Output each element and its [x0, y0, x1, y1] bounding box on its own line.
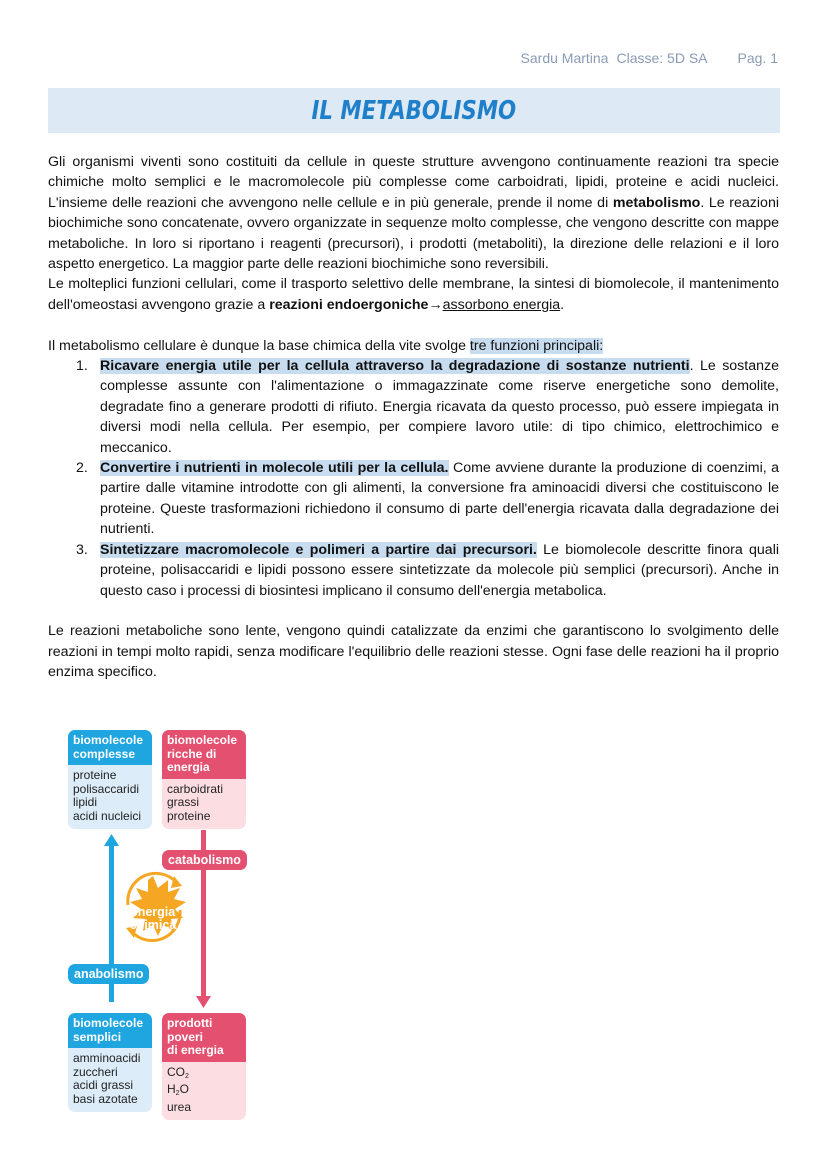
item: grassi: [167, 795, 200, 809]
item: carboidrati: [167, 781, 224, 796]
catabolism-label: catabolismo: [162, 850, 247, 870]
functions-list: [48, 356, 779, 601]
item: proteine: [73, 768, 117, 782]
item-title: Ricavare energia utile per la cellula attraverso la degradazione di sostanze nutrienti: [100, 358, 690, 375]
item: proteine: [167, 808, 211, 823]
formula-part: O: [179, 1082, 189, 1096]
box-header: [68, 730, 152, 765]
header-line: biomolecole: [73, 733, 144, 747]
metabolism-diagram: [68, 730, 248, 1112]
box-body: [162, 1062, 246, 1121]
list-item: [48, 458, 779, 540]
text: Il metabolismo cellulare è dunque la base chimica della vite svolge: [48, 337, 470, 354]
page-header-meta: [521, 50, 778, 66]
header-line: ricche di: [167, 746, 217, 761]
header-line: prodotti: [167, 1016, 213, 1030]
header-line: biomolecole: [167, 733, 238, 747]
box-header: [162, 1013, 246, 1062]
item: basi azotate: [73, 1091, 138, 1106]
document-body: [48, 152, 779, 683]
item: polisaccaridi: [73, 781, 140, 796]
header-line: semplici: [73, 1029, 122, 1044]
box-simple-biomolecules: [68, 1013, 152, 1112]
item: zuccheri: [73, 1064, 118, 1079]
text: Le molteplici funzioni cellulari, come il trasporto selettivo delle membrane, la sintesi di biomolecole, il mantenimento dell'omeostasi avvengono grazie a: [48, 276, 779, 313]
item-text: Come avviene durante la produzione di coenzimi, a partire dalle vitamine introdotte con gli alimenti, la conversione fra aminoacidi diversi che costituiscono le proteine. Queste trasformazioni richiedono il consumo di parte dell'energia ricavata dalla degradazione dei nutrienti.: [100, 460, 779, 538]
header-line: complesse: [73, 746, 136, 761]
box-header: [162, 730, 246, 779]
list-number: 3.: [76, 541, 88, 558]
item-co2: [167, 1066, 242, 1084]
header-line: di energia: [167, 1043, 224, 1057]
spacer: [48, 315, 779, 335]
item: acidi grassi: [73, 1078, 134, 1092]
energy-line: energia: [130, 905, 176, 919]
term-endoergoniche: reazioni endoergoniche: [269, 296, 429, 313]
header-line: poveri: [167, 1029, 204, 1044]
catabolism-arrow-head: [196, 996, 211, 1008]
spacer: [48, 601, 779, 621]
list-item: [48, 356, 779, 458]
subscript: 2: [185, 1072, 189, 1080]
box-header: [68, 1013, 152, 1048]
author-name: Sardu Martina: [520, 50, 609, 66]
box-complex-biomolecules: [68, 730, 152, 829]
list-number: 2.: [76, 460, 88, 477]
closing-paragraph: Le reazioni metaboliche sono lente, vengono quindi catalizzate da enzimi che garantiscono lo svolgimento delle reazioni in tempi molto rapidi, senza modificare l'equilibrio delle reazioni stesse. Ogni fase delle reazioni ha il proprio enzima specifico.: [48, 623, 779, 681]
box-body: [68, 765, 152, 829]
highlighted-phrase: tre funzioni principali:: [469, 337, 604, 354]
formula-part: CO: [167, 1064, 185, 1079]
box-body: [162, 779, 246, 830]
item: urea: [167, 1099, 192, 1114]
item: acidi nucleici: [73, 808, 142, 823]
item-text: Le biomolecole descritte finora quali proteine, polisaccaridi e lipidi possono essere sintetizzate da molecole più semplici (precursori). Anche in questo caso i processi di biosintesi implicano il consumo dell'energia metabolica.: [100, 541, 779, 599]
subscript: 2: [175, 1090, 180, 1097]
text: . Le reazioni biochimiche sono concatenate, ovvero organizzate in sequenze molto complesse, che vengono descritte con mappe metaboliche. In loro si riportano i reagenti (precursori), i prodotti (metaboliti), la direzione delle relazioni e il loro aspetto energetico. La maggior parte delle reazioni biochimiche sono reversibili.: [48, 194, 779, 273]
page-number: Pag. 1: [737, 50, 778, 66]
item-title: Sintetizzare macromolecole e polimeri a partire dai precursori.: [100, 541, 537, 558]
functions-intro: [48, 336, 779, 356]
item: lipidi: [73, 795, 98, 809]
text: Gli organismi viventi sono costituiti da cellule in queste strutture avvengono continuamente reazioni tra specie chimiche molto semplici e le macromolecole più complesse come carboidrati, lipidi, proteine e acidi nucleici. L'insieme delle reazioni che avvengono nelle cellule e in più generale, prende il nome di: [48, 154, 779, 211]
list-item: [48, 540, 779, 601]
box-low-energy-products: [162, 1013, 246, 1120]
term-metabolismo: metabolismo: [612, 194, 701, 211]
page-title: IL METABOLISMO: [311, 95, 517, 126]
box-body: [68, 1048, 152, 1112]
header-line: energia: [167, 760, 210, 774]
anabolism-arrow-head: [104, 834, 119, 846]
list-number: 1.: [76, 358, 88, 375]
item-h2o: [167, 1083, 242, 1101]
energy-label: [120, 906, 186, 932]
header-line: biomolecole: [73, 1016, 144, 1030]
anabolism-label: anabolismo: [68, 964, 149, 984]
underlined-phrase: assorbono energia: [442, 296, 561, 313]
item-title: Convertire i nutrienti in molecole utili per la cellula.: [100, 460, 449, 477]
title-banner: [48, 88, 780, 133]
item-text: . Le sostanze complesse assunte con l'alimentazione o immagazzinate come riserve energetiche sono demolite, degradate fino a generare prodotti di rifiuto. Energia ricavata da questo processo, può essere impiegata in diversi modi nella cellula. Per esempio, per compiere lavoro utile: di tipo chimico, elettrochimico e meccanico.: [100, 358, 779, 456]
intro-paragraph-2: [48, 274, 779, 315]
right-arrow-icon: →: [428, 296, 443, 313]
box-energy-rich-biomolecules: [162, 730, 246, 829]
text: .: [560, 296, 565, 313]
class-label: Classe: 5D SA: [616, 50, 708, 66]
formula-part: H: [167, 1082, 176, 1096]
intro-paragraph-1: [48, 152, 779, 274]
item: amminoacidi: [73, 1051, 141, 1065]
energy-line: chimica: [129, 918, 177, 932]
